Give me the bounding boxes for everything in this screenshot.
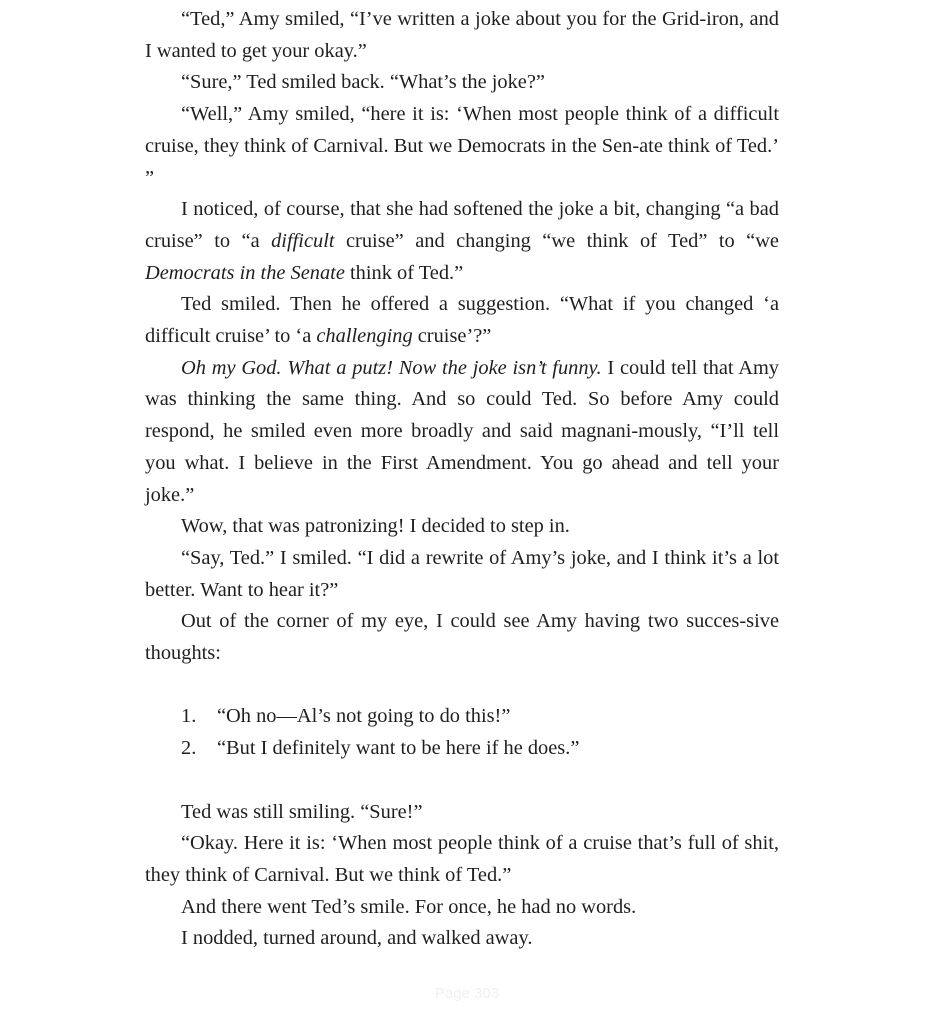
paragraph-4 [145, 194, 779, 289]
paragraph-9: Out of the corner of my eye, I could see Amy having two succes-sive thoughts: [145, 610, 779, 665]
paragraph-5-text-1: Ted smiled. Then he offered a suggestion. “What if you changed ‘a difficult cruise’ to ‘a [145, 293, 779, 348]
paragraph-5-text-2: cruise’?” [412, 325, 492, 348]
paragraph-5 [145, 289, 779, 352]
paragraph-7: Wow, that was patronizing! I decided to step in. [181, 515, 570, 538]
paragraph-13: I nodded, turned around, and walked away. [181, 927, 533, 950]
paragraph-11: “Okay. Here it is: ‘When most people think of a cruise that’s full of shit, they think of Carnival. But we think of Ted.” [145, 832, 779, 886]
list-item-number: 1. [181, 705, 197, 728]
list-item [145, 701, 779, 733]
paragraph-4-text-2: cruise” and changing “we think of Ted” to “we [334, 229, 779, 252]
paragraph-1: “Ted,” Amy smiled, “I’ve written a joke about you for the Grid-iron, and I wanted to get your okay.” [145, 8, 779, 62]
paragraph-6 [145, 353, 779, 512]
paragraph-4-italic-2: Democrats in the Senate [145, 261, 345, 284]
list-item-text: “Oh no—Al’s not going to do this!” [217, 705, 511, 728]
paragraph-12: And there went Ted’s smile. For once, he had no words. [181, 895, 637, 918]
page-body [145, 4, 779, 955]
paragraph-6-text-1: I could tell that Amy was thinking the same thing. And so could Ted. So before Amy could respond, he smiled even more broadly and said magnani-mously, “I’ll tell you what. I believe in the First Amendment. You go ahead and tell your joke.” [145, 356, 780, 506]
paragraph-5-italic-1: challenging [316, 325, 413, 348]
page-number: Page 303 [434, 985, 500, 1002]
paragraph-6-italic-1: Oh my God. What a putz! Now the joke isn’t funny. [181, 356, 602, 379]
paragraph-2: “Sure,” Ted smiled back. “What’s the joke?” [181, 71, 545, 94]
paragraph-4-italic-1: difficult [271, 229, 335, 252]
paragraph-4-text-1: I noticed, of course, that she had softened the joke a bit, changing “a bad cruise” to “a [145, 198, 779, 252]
paragraph-3: “Well,” Amy smiled, “here it is: ‘When most people think of a difficult cruise, they think of Carnival. But we Democrats in the Sen-ate think of Ted.’ ” [145, 103, 779, 189]
list-item-text: “But I definitely want to be here if he does.” [217, 737, 580, 760]
paragraph-8: “Say, Ted.” I smiled. “I did a rewrite of Amy’s joke, and I think it’s a lot better. Want to hear it?” [145, 546, 779, 601]
thought-list [145, 701, 779, 764]
paragraph-10: Ted was still smiling. “Sure!” [181, 800, 423, 823]
list-item [145, 733, 779, 765]
list-item-number: 2. [181, 737, 197, 760]
paragraph-4-text-3: think of Ted.” [344, 261, 464, 284]
